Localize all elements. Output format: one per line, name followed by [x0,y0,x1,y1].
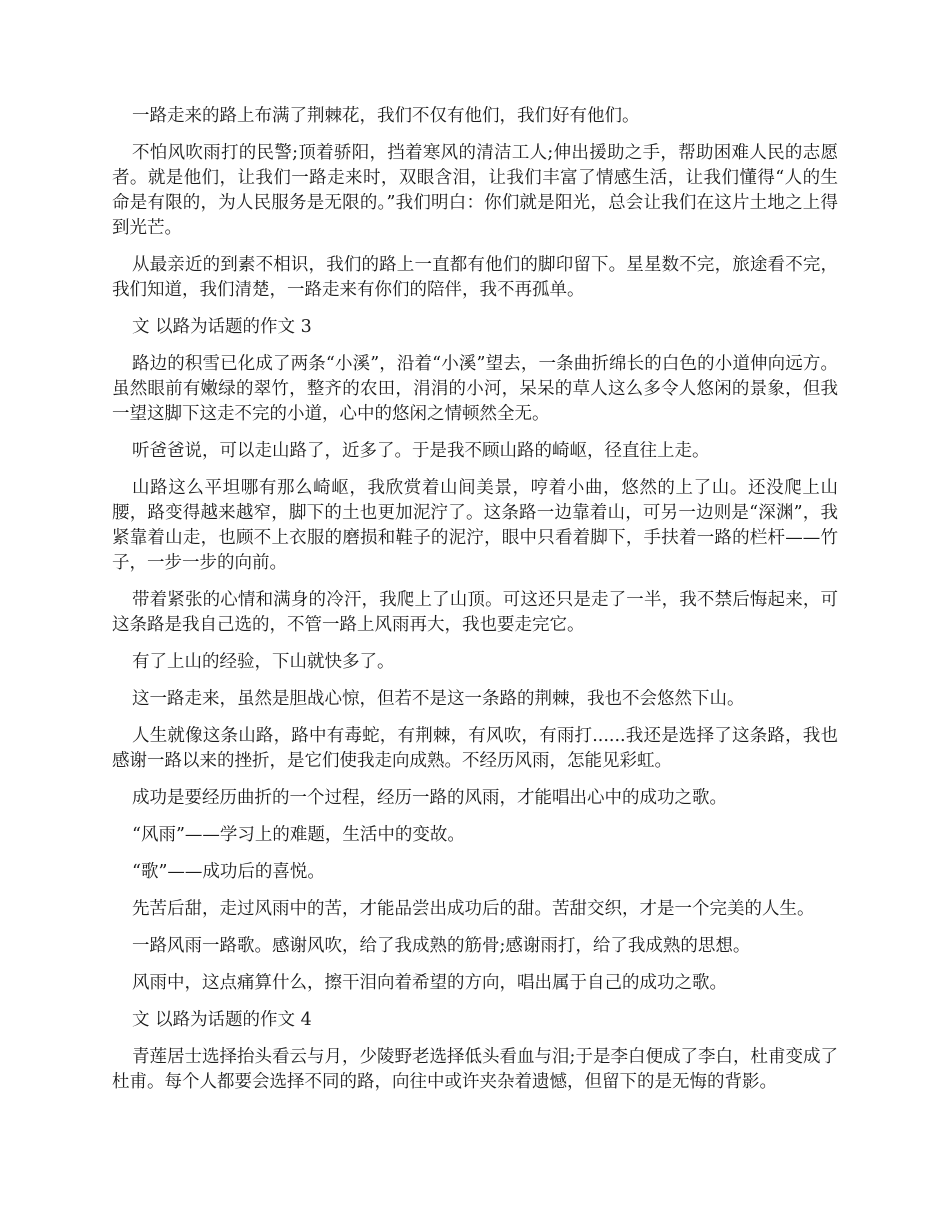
paragraph: 山路这么平坦哪有那么崎岖，我欣赏着山间美景，哼着小曲，悠然的上了山。还没爬上山腰，路变得越来越窄，脚下的土也更加泥泞了。这条路一边靠着山，可另一边则是“深渊”，我紧靠着山走，也顾不上衣服的磨损和鞋子的泥泞，眼中只看着脚下，手扶着一路的栏杆——竹子，一步一步的向前。 [112,478,838,573]
paragraph: 不怕风吹雨打的民警;顶着骄阳，挡着寒风的清洁工人;伸出援助之手，帮助困难人民的志愿者。就是他们，让我们一路走来时，双眼含泪，让我们丰富了情感生活，让我们懂得“人的生命是有限的，为人民服务是无限的。”我们明白：你们就是阳光，总会让我们在这片土地之上得到光芒。 [112,143,838,238]
paragraph: 风雨中，这点痛算什么，擦干泪向着希望的方向，唱出属于自己的成功之歌。 [132,973,727,993]
paragraph: 青莲居士选择抬头看云与月，少陵野老选择低头看血与泪;于是李白便成了李白，杜甫变成了杜甫。每个人都要会选择不同的路，向往中或许夹杂着遗憾，但留下的是无悔的背影。 [112,1047,838,1092]
paragraph: 人生就像这条山路，路中有毒蛇，有荆棘，有风吹，有雨打......我还是选择了这条路，我也感谢一路以来的挫折，是它们使我走向成熟。不经历风雨，怎能见彩虹。 [112,726,838,771]
paragraph: 先苦后甜，走过风雨中的苦，才能品尝出成功后的甜。苦甜交织，才是一个完美的人生。 [132,899,815,919]
paragraph: 有了上山的经验，下山就快多了。 [132,652,395,672]
section-heading: 文 以路为话题的作文 3 [132,317,312,337]
paragraph: 一路风雨一路歌。感谢风吹，给了我成熟的筋骨;感谢雨打，给了我成熟的思想。 [132,936,751,956]
paragraph: “风雨”——学习上的难题，生活中的变故。 [132,825,465,845]
paragraph: 从最亲近的到素不相识，我们的路上一直都有他们的脚印留下。星星数不完，旅途看不完，我们知道，我们清楚，一路走来有你们的陪伴，我不再孤单。 [112,255,838,300]
paragraph: 带着紧张的心情和满身的冷汗，我爬上了山顶。可这还只是走了一半，我不禁后悔起来，可这条路是我自己选的，不管一路上风雨再大，我也要走完它。 [112,590,838,635]
section-heading: 文 以路为话题的作文 4 [132,1010,312,1030]
paragraph: 成功是要经历曲折的一个过程，经历一路的风雨，才能唱出心中的成功之歌。 [132,788,727,808]
paragraph: “歌”——成功后的喜悦。 [132,862,325,882]
paragraph: 这一路走来，虽然是胆战心惊，但若不是这一条路的荆棘，我也不会悠然下山。 [132,689,745,709]
paragraph: 听爸爸说，可以走山路了，近多了。于是我不顾山路的崎岖，径直往上走。 [132,441,710,461]
paragraph: 路边的积雪已化成了两条“小溪”，沿着“小溪”望去，一条曲折绵长的白色的小道伸向远方。虽然眼前有嫩绿的翠竹，整齐的农田，涓涓的小河，呆呆的草人这么多令人悠闲的景象，但我一望这脚下这走不完的小道，心中的悠闲之情顿然全无。 [112,354,838,424]
paragraph: 一路走来的路上布满了荆棘花，我们不仅有他们，我们好有他们。 [132,106,640,126]
